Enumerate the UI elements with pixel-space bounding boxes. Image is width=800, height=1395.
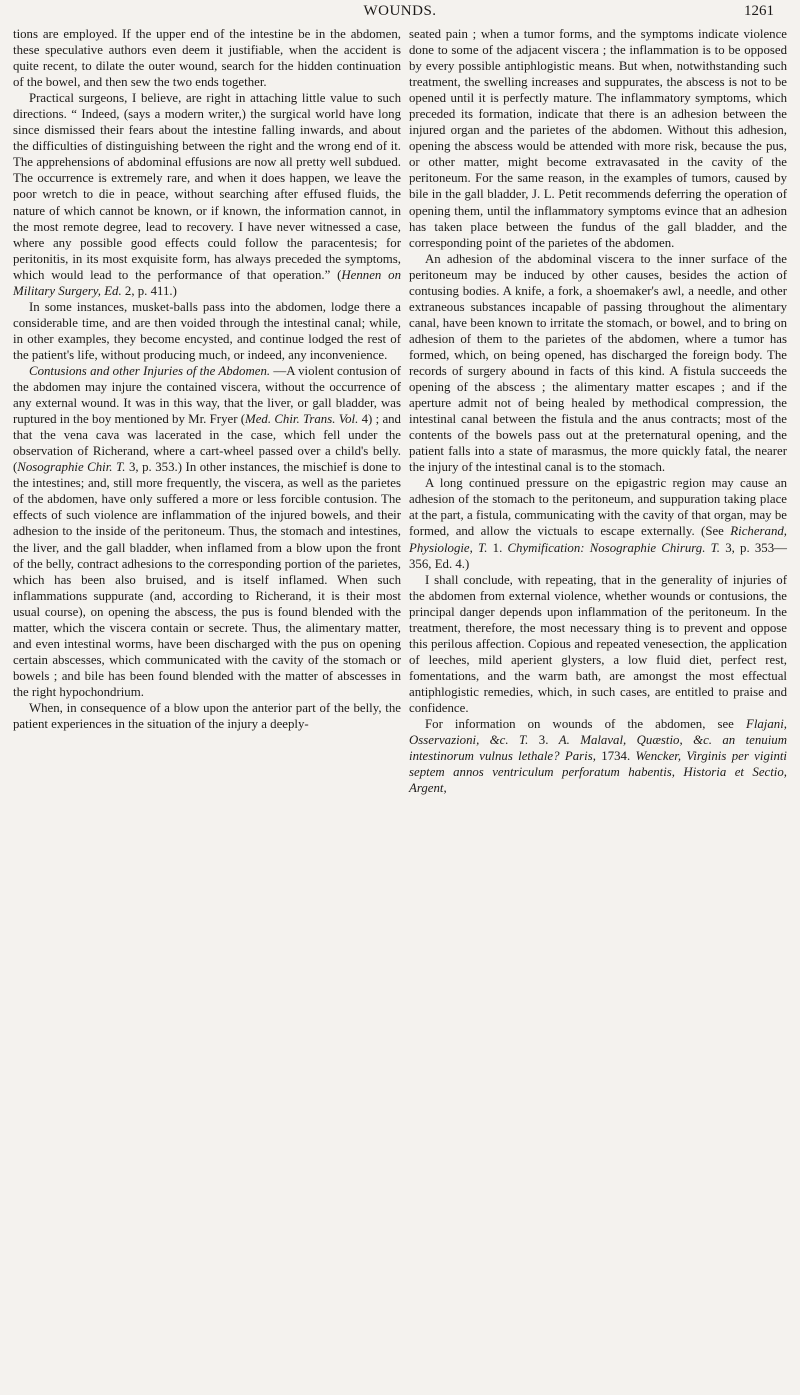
paragraph xyxy=(409,475,787,571)
text-span: 1. xyxy=(487,540,508,555)
text-span: 3. xyxy=(528,733,559,748)
text-span: A long continued pressure on the epigastric region may cause an adhesion of the stomach to the peritoneum, and suppuration taking place at the part, a fistula, communicating with the cavity of that organ, may be formed, and allow the victuals to escape externally. (See xyxy=(409,476,787,539)
citation: Flajani, Osservazioni, &c. T. xyxy=(409,717,787,748)
text-span: 3, p. 353.) In other instances, the mischief is done to the intestines; and, still more frequently, the viscera, as well as the parietes of the abdomen, have only suffered a more or less forcible contusion. The effects of such violence are inflammation of the injured bowels, and their adhesion to the inside of the peritoneum. Thus, the stomach and intestines, the liver, and the gall bladder, when inflamed from a blow upon the front of the belly, contract adhesions to the corresponding portion of the parietes, which has been also bruised, and is itself inflamed. When such inflammations suppurate (and, according to Richerand, it is their most usual course), on opening the abscess, the pus is found blended with the matter, which the viscera contain or secrete. Thus, the alimentary matter, and even intestinal worms, have been discharged with the pus on opening certain abscesses, which communicated with the cavity of the stomach or bowels ; and bile has been found blended with the matter of abscesses in the right hypochondrium. xyxy=(13,460,401,699)
text-span: 1734. xyxy=(595,749,636,764)
paragraph: I shall conclude, with repeating, that in the generality of injuries of the abdomen from external violence, whether wounds or contusions, the principal danger depends upon inflammation of the peritoneum. In the treatment, therefore, the most necessary thing is to prevent and oppose this perilous affection. Copious and repeated venesection, the application of leeches, mild aperient glysters, a low fluid diet, perfect rest, fomentations, and the warm bath, are amongst the most effectual antiphlogistic remedies, which, in such cases, are entitled to praise and confidence. xyxy=(409,572,787,715)
running-title: WOUNDS. xyxy=(363,3,437,19)
citation: Hennen on Military Surgery, Ed. xyxy=(13,267,402,298)
citation: Med. Chir. Trans. Vol. xyxy=(245,412,359,427)
paragraph xyxy=(13,90,401,299)
text-span: For information on wounds of the abdomen, see xyxy=(425,717,746,732)
page-number: 1261 xyxy=(744,3,774,19)
citation: Nosographie Chir. T. xyxy=(17,460,126,475)
text-span: 2, p. 411.) xyxy=(121,283,177,298)
citation: A. Malaval, Quæstio, &c. an tenuium intestinorum vulnus lethale? Paris, xyxy=(409,733,787,764)
paragraph: tions are employed. If the upper end of the intestine be in the abdomen, these speculative authors even deem it justifiable, when the accident is quite recent, to dilate the outer wound, search for the hidden continuation of the bowel, and then sew the two ends together. xyxy=(13,27,401,90)
paragraph: In some instances, musket-balls pass into the abdomen, lodge there a considerable time, and are then voided through the intestinal canal; while, in other examples, they become encysted, and continue lodged the rest of the patient's life, without producing much, or indeed, any inconvenience. xyxy=(13,299,401,362)
citation: Wencker, Virginis per viginti septem annos ventriculum perforatum habentis, Historia et Sectio, Argent, xyxy=(409,749,788,796)
paragraph xyxy=(409,716,787,796)
paragraph: An adhesion of the abdominal viscera to the inner surface of the peritoneum may be induced by other causes, besides the action of contusing bodies. A knife, a fork, a shoemaker's awl, a needle, and other extraneous substances incapable of passing throughout the alimentary canal, have been known to irritate the stomach, or bowel, and to bring on adhesion of them to the parietes of the abdomen, where a tumor has formed, which, on being opened, has discharged the foreign body. The records of surgery abound in facts of this kind. A fistula succeeds the opening of the abscess ; the alimentary matter escapes ; and if the aperture admit not of being healed by methodical compression, the intestinal canal between the fistula and the anus contracts; most of the contents of the bowels pass out at the preternatural opening, and the patient falls into a state of marasmus, the more quickly fatal, the nearer the injury of the intestinal canal is to the stomach. xyxy=(409,251,787,475)
section-heading: Contusions and other Injuries of the Abdomen. xyxy=(29,363,271,378)
citation: Chymification: Nosographie Chirurg. T. xyxy=(507,540,721,555)
text-span: Practical surgeons, I believe, are right in attaching little value to such directions. “ Indeed, (says a modern writer,) the surgical world have long since dismissed their fears about the intestine falling inwards, and about the difficulties of distinguishing between the right and the wrong end of it. The apprehensions of abdominal effusions are now all pretty well subdued. The occurrence is extremely rare, and when it does happen, we leave the poor wretch to die in peace, without searching after effused fluids, the nature of which cannot be known, or if known, the information cannot, in the most remote degree, lead to recovery. I have never witnessed a case, where any possible good effects could follow the paracentesis; for peritonitis, in its most exquisite form, has always preceded the symptoms, which would lead to the performance of that operation.” ( xyxy=(13,91,401,282)
paragraph: When, in consequence of a blow upon the anterior part of the belly, the patient experiences in the situation of the injury a deeply- xyxy=(13,700,401,732)
left-column xyxy=(13,26,401,732)
citation: Richerand, Physiologie, T. xyxy=(409,524,787,555)
text-span: 4) ; and that the vena cava was lacerated in the case, which fell under the observation of Richerand, where a cart-wheel passed over a child's belly. ( xyxy=(13,412,401,475)
text-span: 3, p. 353—356, Ed. 4.) xyxy=(409,540,787,571)
paragraph: seated pain ; when a tumor forms, and the symptoms indicate violence done to some of the adjacent viscera ; the inflammation is to be opposed by every possible antiphlogistic means. But when, notwithstanding such treatment, the swelling increases and suppurates, the abscess is not to be opened until it is perfectly mature. The inflammatory symptoms, which preceded its formation, indicate that there is an adhesion between the injured organ and the parietes of the abdomen. Without this adhesion, opening the abscess would be attended with more risk, because the pus, or other matter, might become extravasated in the cavity of the peritoneum. For the same reason, in the examples of tumors, caused by bile in the gall bladder, J. L. Petit recommends deferring the operation of opening them, until the inflammatory symptoms evince that an adhesion has taken place between the fundus of the gall bladder, and the corresponding point of the parietes of the abdomen. xyxy=(409,27,787,250)
text-span: —A violent contusion of the abdomen may injure the contained viscera, without the occurrence of any external wound. It was in this way, that the liver, or gall bladder, was ruptured in the boy mentioned by Mr. Fryer ( xyxy=(13,363,402,427)
right-column xyxy=(409,26,787,796)
paragraph xyxy=(13,363,401,700)
page-header xyxy=(0,3,800,23)
